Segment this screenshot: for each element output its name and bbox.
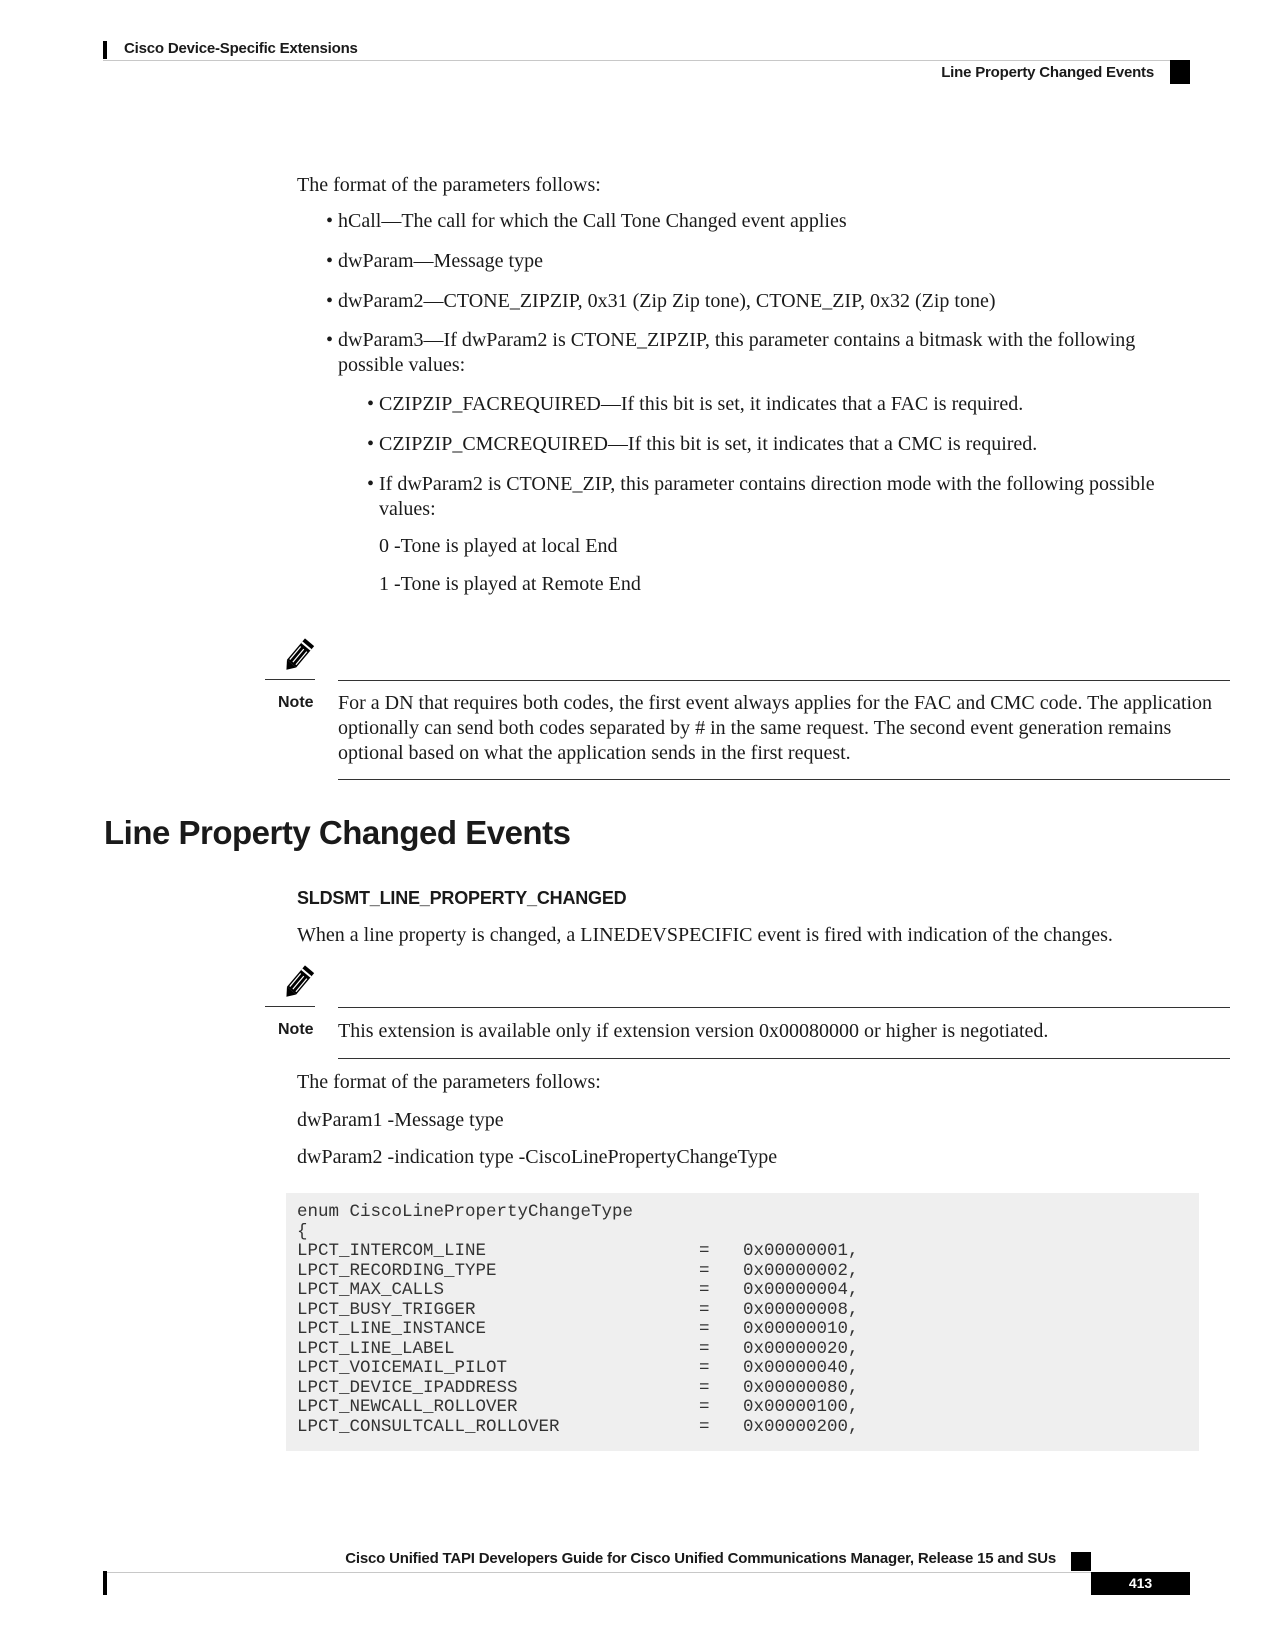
enum-op: = xyxy=(699,1319,710,1339)
enum-name: LPCT_VOICEMAIL_PILOT xyxy=(297,1358,508,1378)
note-top-rule xyxy=(338,680,1230,681)
enum-value: 0x00000020, xyxy=(743,1338,859,1359)
subparam-facrequired: CZIPZIP_FACREQUIRED—If this bit is set, it indicates that a FAC is required. xyxy=(379,393,1024,415)
enum-name: LPCT_DEVICE_IPADDRESS xyxy=(297,1377,518,1398)
dwparam1-desc: dwParam1 -Message type xyxy=(297,1109,504,1131)
param-dwparam: dwParam—Message type xyxy=(338,250,543,272)
list-item: • dwParam—Message type xyxy=(326,250,543,272)
code-line xyxy=(297,1340,859,1360)
list-item: • dwParam3—If dwParam2 is CTONE_ZIPZIP, this parameter contains a bitmask with the following possible values: xyxy=(326,329,1136,376)
param-dwparam3: dwParam3—If dwParam2 is CTONE_ZIPZIP, this parameter contains a bitmask with the following possible values: xyxy=(338,329,1136,376)
params-intro: The format of the parameters follows: xyxy=(297,174,601,196)
enum-op: = xyxy=(699,1397,710,1417)
running-header-section: Cisco Device-Specific Extensions xyxy=(124,40,358,57)
code-line xyxy=(297,1262,859,1282)
list-item: • CZIPZIP_FACREQUIRED—If this bit is set, it indicates that a FAC is required. xyxy=(367,393,1024,415)
running-header-chapter: Line Property Changed Events xyxy=(941,64,1154,81)
section-description: When a line property is changed, a LINEDEVSPECIFIC event is fired with indication of the changes. xyxy=(297,924,1113,946)
subsection-title: SLDSMT_LINE_PROPERTY_CHANGED xyxy=(297,888,627,908)
list-item: • dwParam2—CTONE_ZIPZIP, 0x31 (Zip Zip tone), CTONE_ZIP, 0x32 (Zip tone) xyxy=(326,290,996,312)
enum-name: LPCT_NEWCALL_ROLLOVER xyxy=(297,1397,518,1417)
subparam-cmcrequired: CZIPZIP_CMCREQUIRED—If this bit is set, it indicates that a CMC is required. xyxy=(379,433,1038,455)
enum-op: = xyxy=(699,1299,710,1320)
enum-name: LPCT_RECORDING_TYPE xyxy=(297,1260,497,1281)
dwparam2-desc: dwParam2 -indication type -CiscoLinePropertyChangeType xyxy=(297,1146,778,1168)
header-rule xyxy=(103,60,1188,61)
pencil-icon xyxy=(278,963,318,1003)
enum-value: 0x00000010, xyxy=(743,1319,859,1339)
footer-bar xyxy=(103,1571,107,1595)
code-brace: { xyxy=(297,1221,308,1242)
enum-op: = xyxy=(699,1416,710,1437)
enum-op: = xyxy=(699,1241,710,1261)
enum-name: LPCT_CONSULTCALL_ROLLOVER xyxy=(297,1416,560,1437)
footer-marker xyxy=(1071,1552,1091,1571)
enum-value: 0x00000008, xyxy=(743,1299,859,1320)
note-text: For a DN that requires both codes, the first event always applies for the FAC and CMC code. The application optionally can send both codes separated by # in the same request. The second event generation remains optional based on what the application sends in the first request. xyxy=(338,692,1213,764)
enum-name: LPCT_INTERCOM_LINE xyxy=(297,1241,487,1261)
note-top-rule xyxy=(338,1007,1230,1008)
code-line xyxy=(297,1418,859,1438)
enum-value: 0x00000002, xyxy=(743,1260,859,1281)
footer-title: Cisco Unified TAPI Developers Guide for Cisco Unified Communications Manager, Release 15 and SUs xyxy=(345,1550,1056,1567)
code-line xyxy=(297,1379,859,1399)
param-dwparam2: dwParam2—CTONE_ZIPZIP, 0x31 (Zip Zip tone), CTONE_ZIP, 0x32 (Zip tone) xyxy=(338,290,996,312)
enum-name: LPCT_LINE_LABEL xyxy=(297,1338,455,1359)
direction-value-remote: 1 -Tone is played at Remote End xyxy=(379,573,641,595)
enum-value: 0x00000004, xyxy=(743,1280,859,1300)
list-item: • If dwParam2 is CTONE_ZIP, this parameter contains direction mode with the following possible values: xyxy=(367,473,1155,520)
direction-value-local: 0 -Tone is played at local End xyxy=(379,535,618,557)
note-bottom-rule xyxy=(338,779,1230,780)
code-line xyxy=(297,1242,859,1262)
subparam-ctone-zip: If dwParam2 is CTONE_ZIP, this parameter contains direction mode with the following possible values: xyxy=(379,473,1155,520)
enum-op: = xyxy=(699,1338,710,1359)
note-bottom-rule xyxy=(338,1058,1230,1059)
code-decl: enum CiscoLinePropertyChangeType xyxy=(297,1202,634,1222)
enum-value: 0x00000040, xyxy=(743,1358,859,1378)
enum-value: 0x00000001, xyxy=(743,1241,859,1261)
code-block xyxy=(286,1193,1199,1451)
pencil-icon xyxy=(278,636,318,676)
enum-name: LPCT_BUSY_TRIGGER xyxy=(297,1299,476,1320)
code-line xyxy=(297,1398,859,1418)
list-item: • hCall—The call for which the Call Tone Changed event applies xyxy=(326,210,847,232)
code-line xyxy=(297,1320,859,1340)
param-hcall: hCall—The call for which the Call Tone Changed event applies xyxy=(338,210,847,232)
footer-rule xyxy=(103,1572,1103,1573)
code-listing xyxy=(297,1203,859,1437)
note-text: This extension is available only if extension version 0x00080000 or higher is negotiated. xyxy=(338,1020,1049,1042)
code-line xyxy=(297,1281,859,1301)
note-icon-rule xyxy=(265,1006,315,1007)
enum-value: 0x00000100, xyxy=(743,1397,859,1417)
header-bar xyxy=(103,41,107,59)
code-line xyxy=(297,1359,859,1379)
list-item: • CZIPZIP_CMCREQUIRED—If this bit is set, it indicates that a CMC is required. xyxy=(367,433,1038,455)
note-icon-rule xyxy=(265,679,315,680)
enum-op: = xyxy=(699,1280,710,1300)
note-label: Note xyxy=(278,1021,314,1038)
enum-op: = xyxy=(699,1260,710,1281)
enum-name: LPCT_LINE_INSTANCE xyxy=(297,1319,487,1339)
note-label: Note xyxy=(278,694,314,711)
enum-op: = xyxy=(699,1358,710,1378)
format-intro: The format of the parameters follows: xyxy=(297,1071,601,1093)
enum-value: 0x00000200, xyxy=(743,1416,859,1437)
enum-name: LPCT_MAX_CALLS xyxy=(297,1280,445,1300)
header-tab-marker xyxy=(1170,60,1190,84)
page-number: 413 xyxy=(1091,1572,1190,1595)
section-title: Line Property Changed Events xyxy=(104,814,571,851)
enum-op: = xyxy=(699,1377,710,1398)
code-line xyxy=(297,1301,859,1321)
enum-value: 0x00000080, xyxy=(743,1377,859,1398)
